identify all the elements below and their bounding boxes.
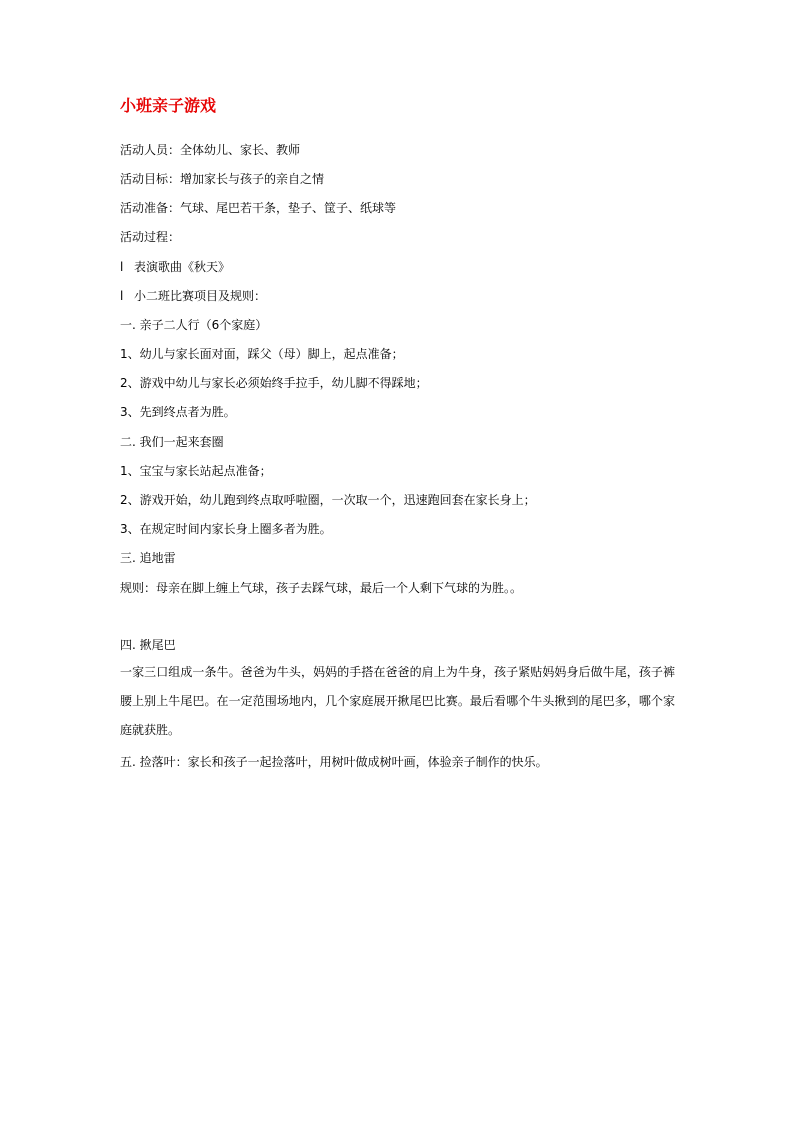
- game2-heading: 二. 我们一起来套圈: [120, 435, 224, 449]
- goal-line: 活动目标：增加家长与孩子的亲自之情: [120, 172, 325, 186]
- document-title: 小班亲子游戏: [120, 96, 217, 115]
- bullet-marker: l: [120, 289, 124, 303]
- bullet-text: 表演歌曲《秋天》: [134, 260, 231, 274]
- game4-paragraph: 一家三口组成一条牛。爸爸为牛头，妈妈的手搭在爸爸的肩上为牛身，孩子紧贴妈妈身后做牛尾，孩子裤腰上别上牛尾巴。在一定范围场地内，几个家庭展开揪尾巴比赛。最后看哪个牛头揪到的尾巴多，哪个家庭就获胜。: [120, 665, 675, 737]
- preparation-line: 活动准备：气球、尾巴若干条，垫子、筐子、纸球等: [120, 201, 397, 215]
- process-label: 活动过程：: [120, 230, 181, 244]
- bullet-item: [120, 288, 266, 304]
- game3-rule: 规则：母亲在脚上缠上气球，孩子去踩气球，最后一个人剩下气球的为胜。。: [120, 581, 523, 595]
- game1-rule: 3、先到终点者为胜。: [120, 405, 236, 419]
- game4-heading: 四. 揪尾巴: [120, 638, 176, 652]
- game2-rule: 3、在规定时间内家长身上圈多者为胜。: [120, 522, 332, 536]
- game1-rule: 2、游戏中幼儿与家长必须始终手拉手，幼儿脚不得踩地；: [120, 376, 428, 390]
- game2-rule: 2、游戏开始，幼儿跑到终点取呼啦圈，一次取一个，迅速跑回套在家长身上；: [120, 493, 536, 507]
- game5-line: 五. 捡落叶：家长和孩子一起捡落叶，用树叶做成树叶画，体验亲子制作的快乐。: [120, 755, 548, 769]
- game2-rule: 1、宝宝与家长站起点准备；: [120, 464, 272, 478]
- bullet-text: 小二班比赛项目及规则：: [134, 289, 267, 303]
- game1-heading: 一. 亲子二人行（6个家庭）: [120, 318, 268, 332]
- game1-rule: 1、幼儿与家长面对面，踩父（母）脚上，起点准备；: [120, 347, 404, 361]
- participants-line: 活动人员：全体幼儿、家长、教师: [120, 143, 301, 157]
- bullet-item: [120, 259, 230, 275]
- bullet-marker: l: [120, 260, 124, 274]
- game3-heading: 三. 追地雷: [120, 551, 176, 565]
